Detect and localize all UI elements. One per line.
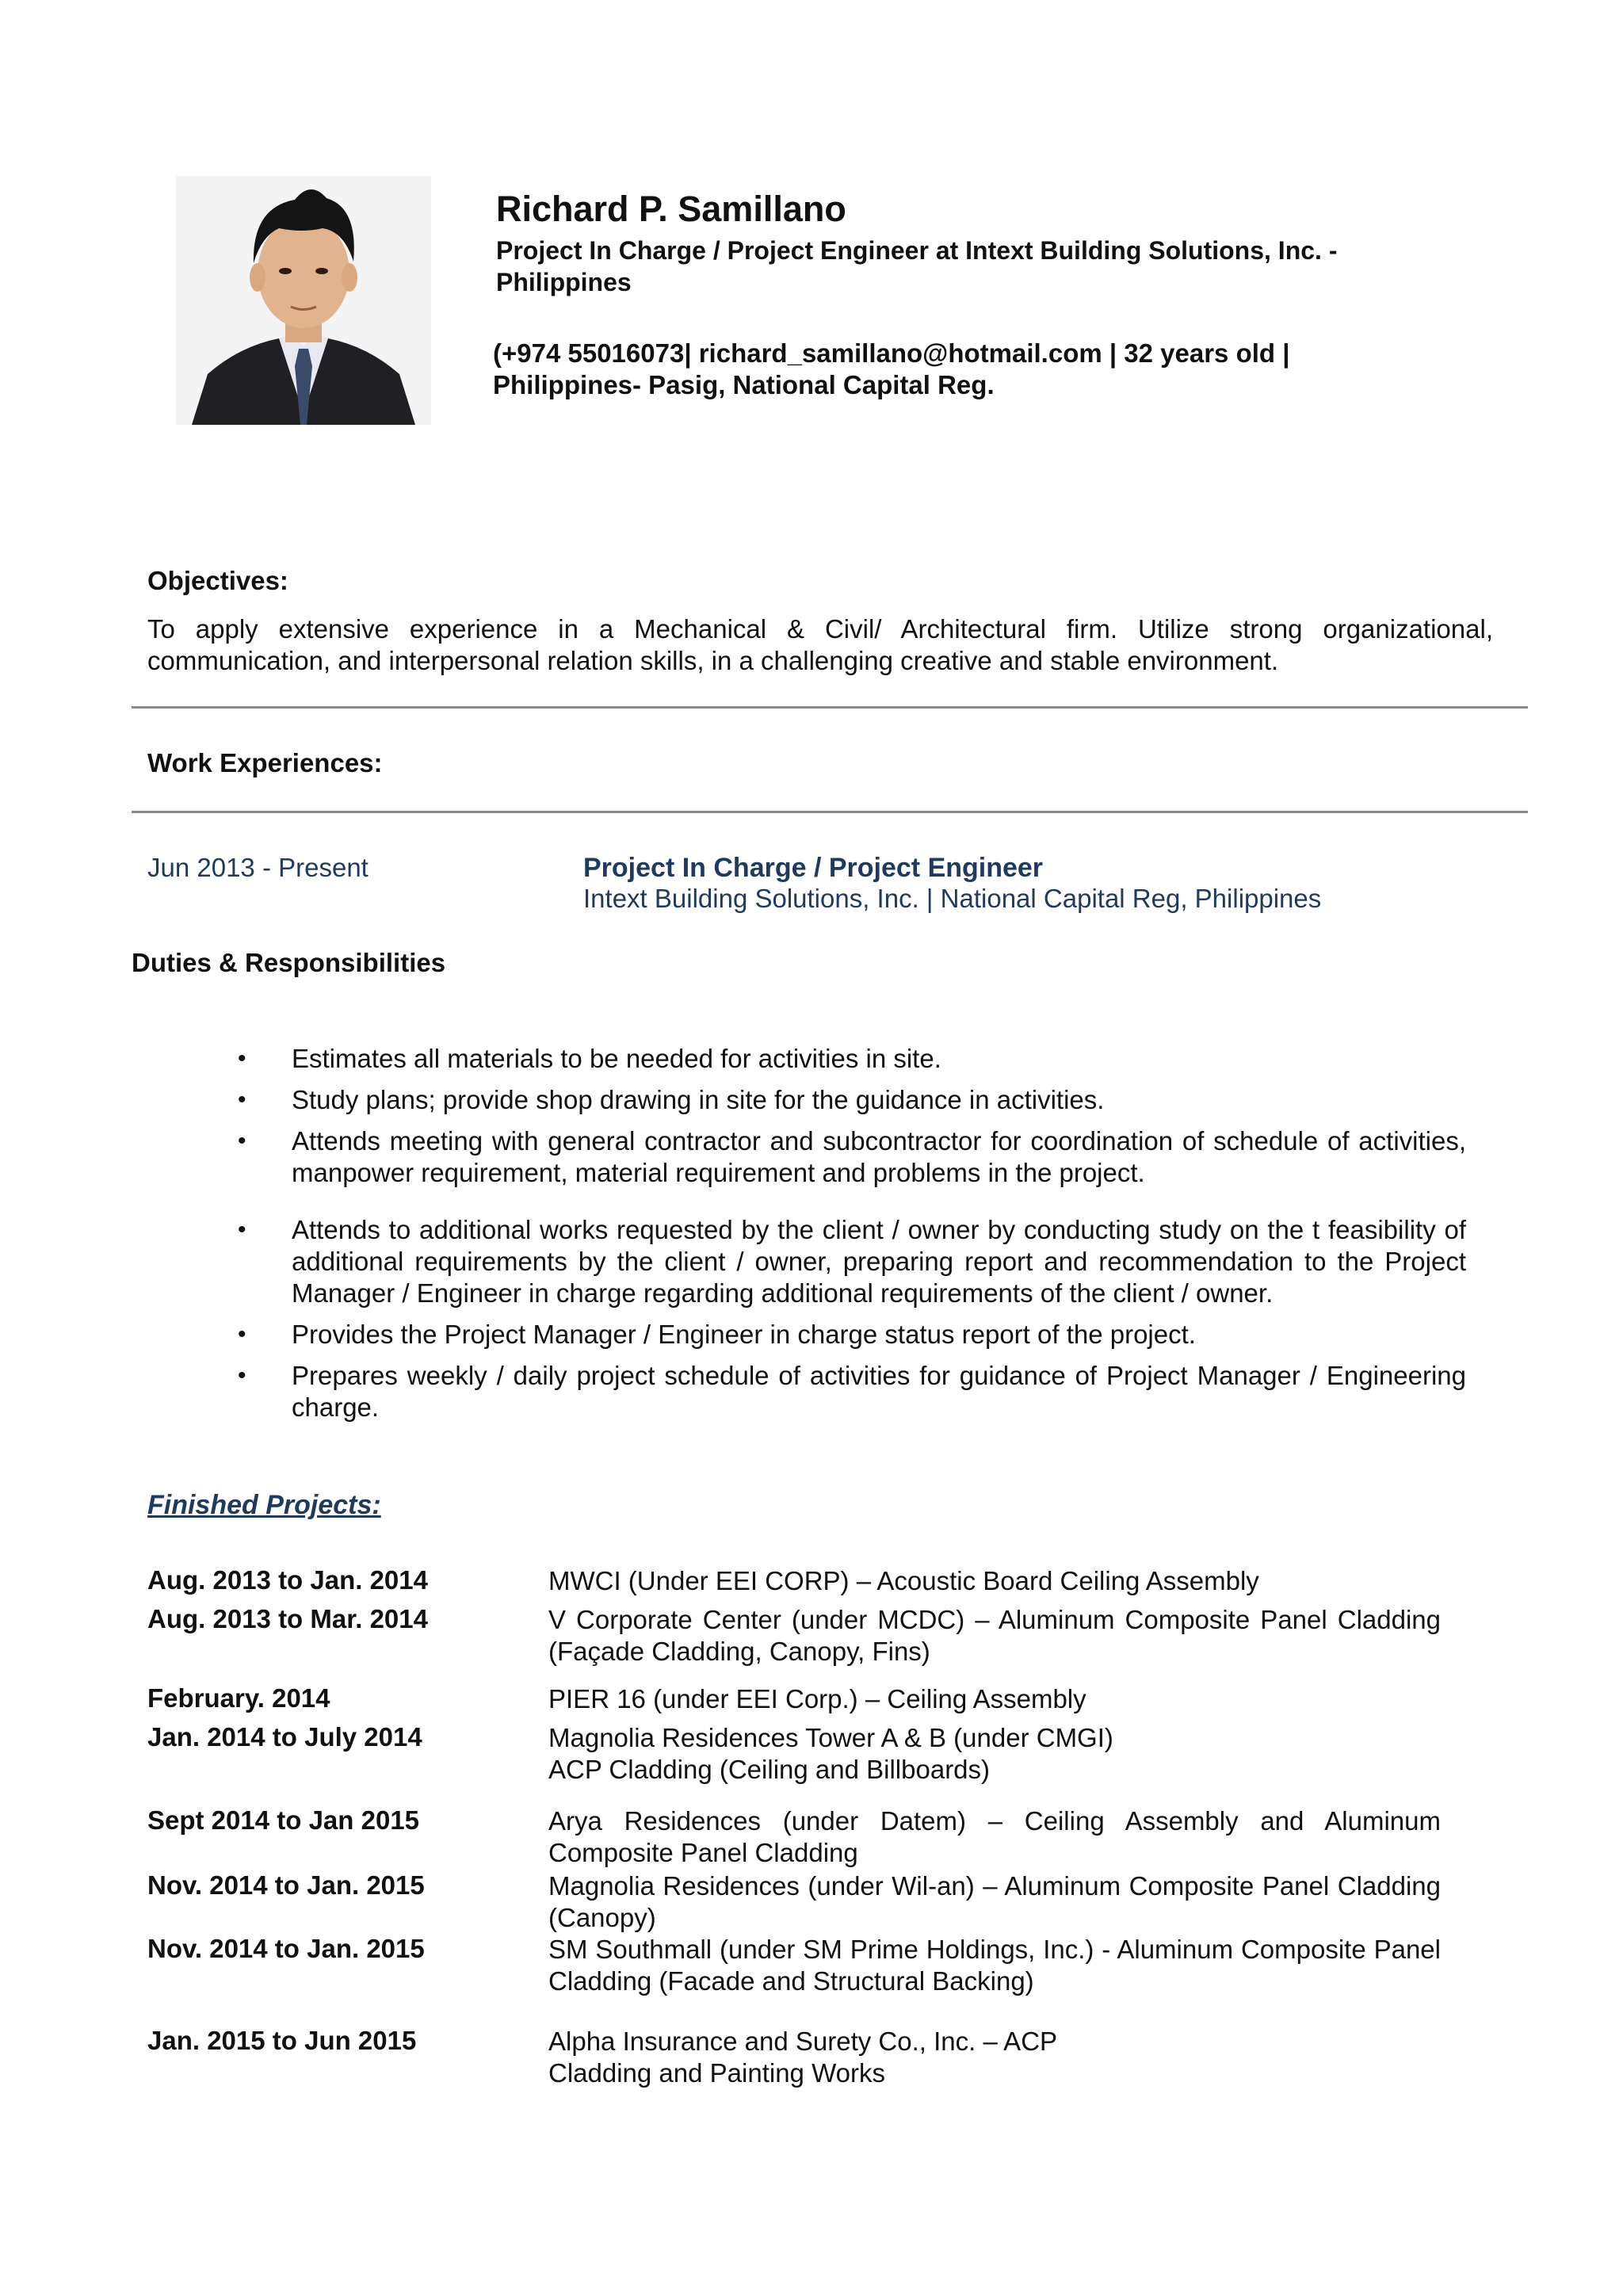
contact-info: (+974 55016073| richard_samillano@hotmail.com | 32 years old | Philippines- Pasig, National Capital Reg. <box>493 338 1290 399</box>
candidate-headline: Project In Charge / Project Engineer at Intext Building Solutions, Inc. - Philippines <box>496 236 1338 296</box>
list-item: • Provides the Project Manager / Engineer in charge status report of the project. <box>238 1320 1196 1349</box>
bullet-icon: • <box>238 1045 246 1072</box>
objectives-text: To apply extensive experience in a Mechanical & Civil/ Architectural firm. Utilize strong organizational, communication, and interpersonal relation skills, in a challenging creative and stable environment. <box>147 614 1493 675</box>
project-date: February. 2014 <box>147 1683 330 1713</box>
duties-heading: Duties & Responsibilities <box>132 948 446 977</box>
list-item: • Prepares weekly / daily project schedule of activities for guidance of Project Manager / Engineering charge. <box>238 1361 1466 1422</box>
project-description: Alpha Insurance and Surety Co., Inc. – ACP Cladding and Painting Works <box>548 2027 1058 2088</box>
bullet-icon: • <box>238 1321 246 1347</box>
list-item: • Attends meeting with general contractor and subcontractor for coordination of schedule of activities, manpower requirement, material requirement and problems in the project. <box>238 1126 1466 1187</box>
project-date: Aug. 2013 to Mar. 2014 <box>147 1604 428 1633</box>
project-description: MWCI (Under EEI CORP) – Acoustic Board Ceiling Assembly <box>548 1566 1259 1595</box>
finished-projects-heading: Finished Projects: <box>147 1490 381 1520</box>
job-dates: Jun 2013 - Present <box>147 853 369 882</box>
project-description: SM Southmall (under SM Prime Holdings, Inc.) - Aluminum Composite Panel Cladding (Facade and Structural Backing) <box>548 1935 1441 1996</box>
job-company: Intext Building Solutions, Inc. | National Capital Reg, Philippines <box>583 884 1322 913</box>
project-date: Nov. 2014 to Jan. 2015 <box>147 1934 425 1963</box>
bullet-icon: • <box>238 1217 246 1243</box>
objectives-heading: Objectives: <box>147 566 288 595</box>
project-description: Magnolia Residences (under Wil-an) – Aluminum Composite Panel Cladding (Canopy) <box>548 1871 1441 1932</box>
work-experiences-heading: Work Experiences: <box>147 748 383 777</box>
profile-photo-image <box>176 176 431 425</box>
project-date: Sept 2014 to Jan 2015 <box>147 1805 420 1835</box>
project-date: Nov. 2014 to Jan. 2015 <box>147 1870 425 1900</box>
project-description: V Corporate Center (under MCDC) – Aluminum Composite Panel Cladding (Façade Cladding, Canopy, Fins) <box>548 1605 1441 1666</box>
profile-photo <box>176 176 431 425</box>
list-item: • Attends to additional works requested by the client / owner by conducting study on the t feasibility of additional requirements by the client / owner, preparing report and recommendation to the Project Manager / Engineer in charge regarding additional requirements of the client / owner. <box>238 1215 1466 1308</box>
section-divider <box>132 706 1528 709</box>
candidate-name: Richard P. Samillano <box>496 189 846 229</box>
list-item: • Study plans; provide shop drawing in site for the guidance in activities. <box>238 1085 1105 1114</box>
project-date: Jan. 2015 to Jun 2015 <box>147 2026 417 2055</box>
project-description: PIER 16 (under EEI Corp.) – Ceiling Assembly <box>548 1684 1086 1713</box>
list-item: • Estimates all materials to be needed for activities in site. <box>238 1044 941 1073</box>
project-description: Magnolia Residences Tower A & B (under CMGI) ACP Cladding (Ceiling and Billboards) <box>548 1723 1113 1784</box>
project-description: Arya Residences (under Datem) – Ceiling Assembly and Aluminum Composite Panel Cladding <box>548 1806 1441 1867</box>
bullet-icon: • <box>238 1362 246 1389</box>
project-date: Jan. 2014 to July 2014 <box>147 1722 422 1752</box>
bullet-icon: • <box>238 1128 246 1154</box>
project-date: Aug. 2013 to Jan. 2014 <box>147 1565 428 1595</box>
section-divider <box>132 811 1528 813</box>
duties-list <box>238 1043 1466 1423</box>
bullet-icon: • <box>238 1087 246 1113</box>
job-title: Project In Charge / Project Engineer <box>583 853 1044 883</box>
